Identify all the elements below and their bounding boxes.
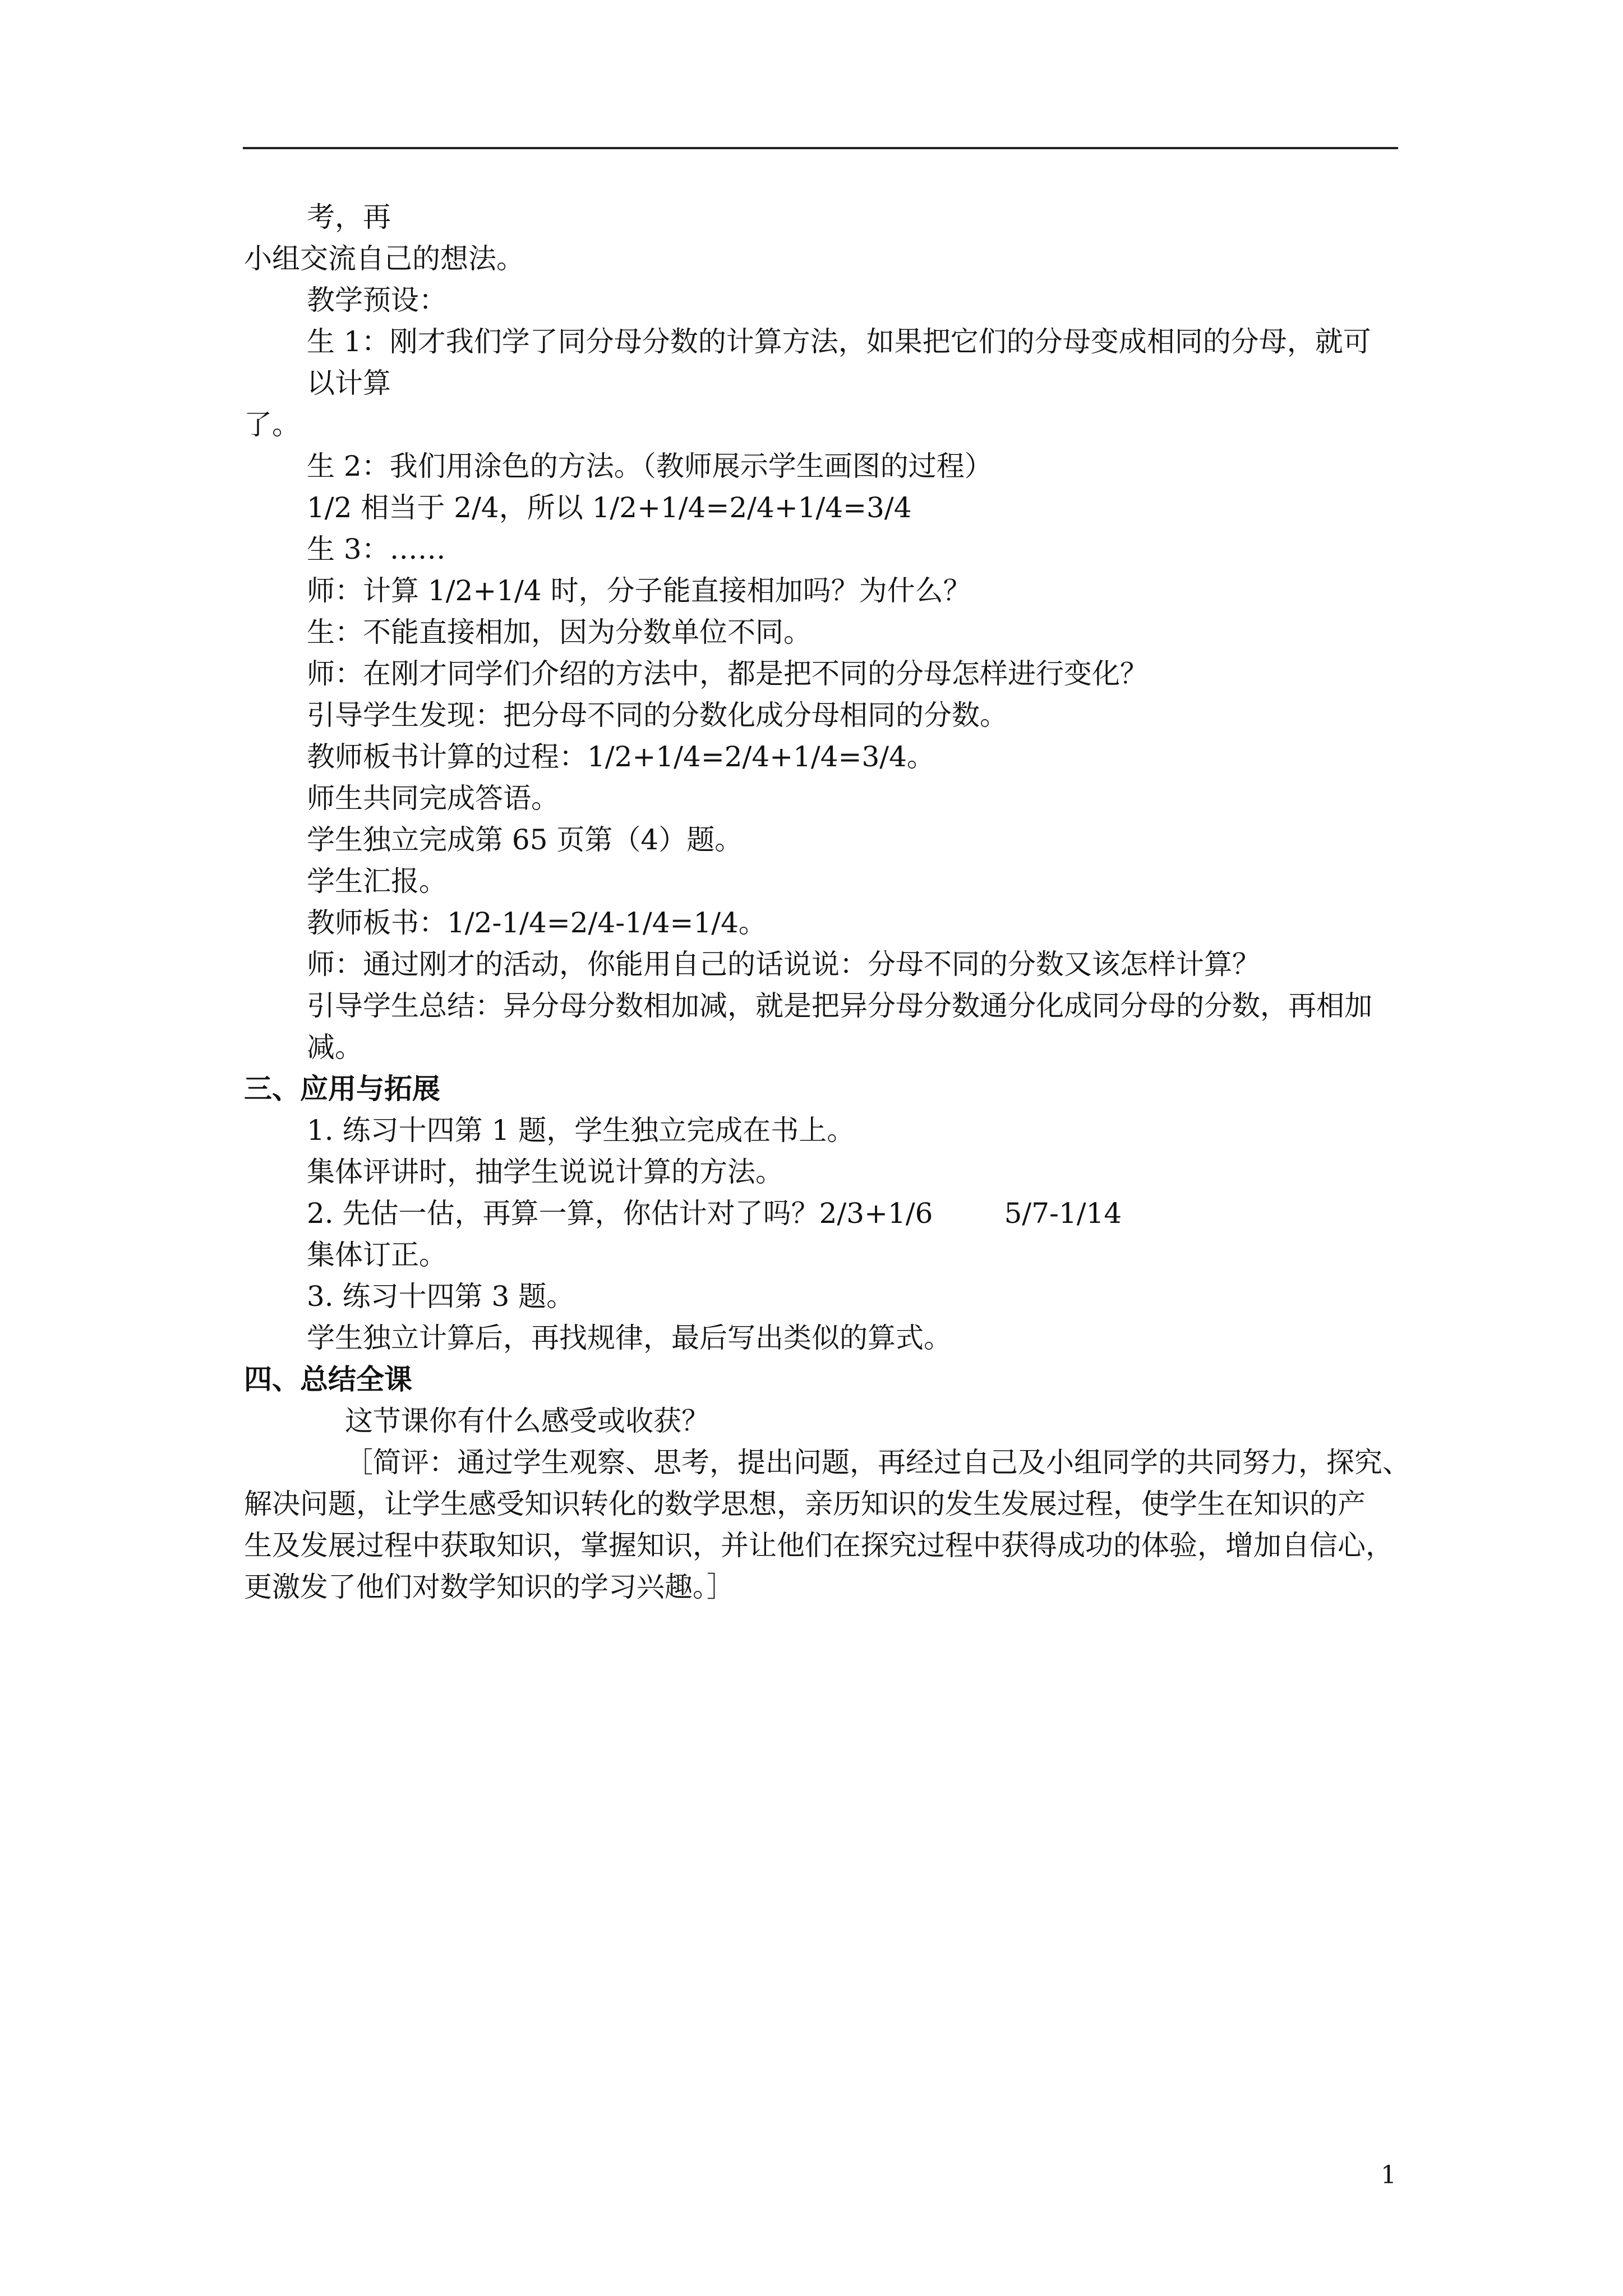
text-line: 1/2 相当于 2/4，所以 1/2+1/4=2/4+1/4=3/4 xyxy=(307,491,912,524)
text-line: 教学预设： xyxy=(307,284,447,316)
text-line: 集体订正。 xyxy=(307,1239,447,1271)
text-line: 生 3：…… xyxy=(307,533,446,565)
text-line: 解决问题，让学生感受知识转化的数学思想，亲历知识的发生发展过程，使学生在知识的产 xyxy=(244,1488,1366,1520)
text-line: 1. 练习十四第 1 题，学生独立完成在书上。 xyxy=(307,1114,855,1147)
header-rule xyxy=(243,147,1398,149)
text-line: 生 2：我们用涂色的方法。（教师展示学生画图的过程） xyxy=(307,450,993,482)
text-line: 教师板书计算的过程：1/2+1/4=2/4+1/4=3/4。 xyxy=(307,740,935,773)
text-line: 这节课你有什么感受或收获？ xyxy=(345,1405,709,1437)
text-line: 以计算 xyxy=(307,367,391,399)
text-line: 更激发了他们对数学知识的学习兴趣。］ xyxy=(244,1571,735,1603)
text-line: 2. 先估一估，再算一算，你估计对了吗？2/3+1/6 5/7-1/14 xyxy=(307,1197,1122,1230)
text-line: 生 1：刚才我们学了同分母分数的计算方法，如果把它们的分母变成相同的分母，就可 xyxy=(307,325,1371,358)
text-line: 师生共同完成答语。 xyxy=(307,782,559,815)
text-line: 生：不能直接相加，因为分数单位不同。 xyxy=(307,616,811,648)
text-line: 小组交流自己的想法。 xyxy=(244,242,524,275)
text-line: 了。 xyxy=(244,408,300,441)
text-line: 教师板书：1/2-1/4=2/4-1/4=1/4。 xyxy=(307,907,767,939)
text-line: 集体评讲时，抽学生说说计算的方法。 xyxy=(307,1156,783,1188)
text-line: 引导学生发现：把分母不同的分数化成分母相同的分数。 xyxy=(307,699,1008,731)
text-line: 减。 xyxy=(307,1031,363,1064)
text-line: 生及发展过程中获取知识，掌握知识，并让他们在探究过程中获得成功的体验，增加自信心， xyxy=(244,1529,1394,1562)
text-line: 师：通过刚才的活动，你能用自己的话说说：分母不同的分数又该怎样计算？ xyxy=(307,948,1260,981)
text-line: ［简评：通过学生观察、思考，提出问题，再经过自己及小组同学的共同努力，探究、 xyxy=(345,1446,1410,1479)
section-heading: 四、总结全课 xyxy=(244,1363,412,1396)
section-heading: 三、应用与拓展 xyxy=(244,1073,440,1105)
document-body xyxy=(244,196,1410,1608)
text-line: 考，再 xyxy=(307,201,391,233)
page-number: 1 xyxy=(1381,2161,1396,2189)
text-line: 学生独立计算后，再找规律，最后写出类似的算式。 xyxy=(307,1322,952,1354)
text-line: 引导学生总结：异分母分数相加减，就是把异分母分数通分化成同分母的分数，再相加 xyxy=(307,990,1372,1022)
text-line: 师：计算 1/2+1/4 时，分子能直接相加吗？为什么？ xyxy=(307,574,971,607)
text-line: 3. 练习十四第 3 题。 xyxy=(307,1280,575,1313)
text-line: 学生汇报。 xyxy=(307,865,447,898)
text-line: 学生独立完成第 65 页第（4）题。 xyxy=(307,823,743,856)
text-line: 师：在刚才同学们介绍的方法中，都是把不同的分母怎样进行变化？ xyxy=(307,657,1148,690)
